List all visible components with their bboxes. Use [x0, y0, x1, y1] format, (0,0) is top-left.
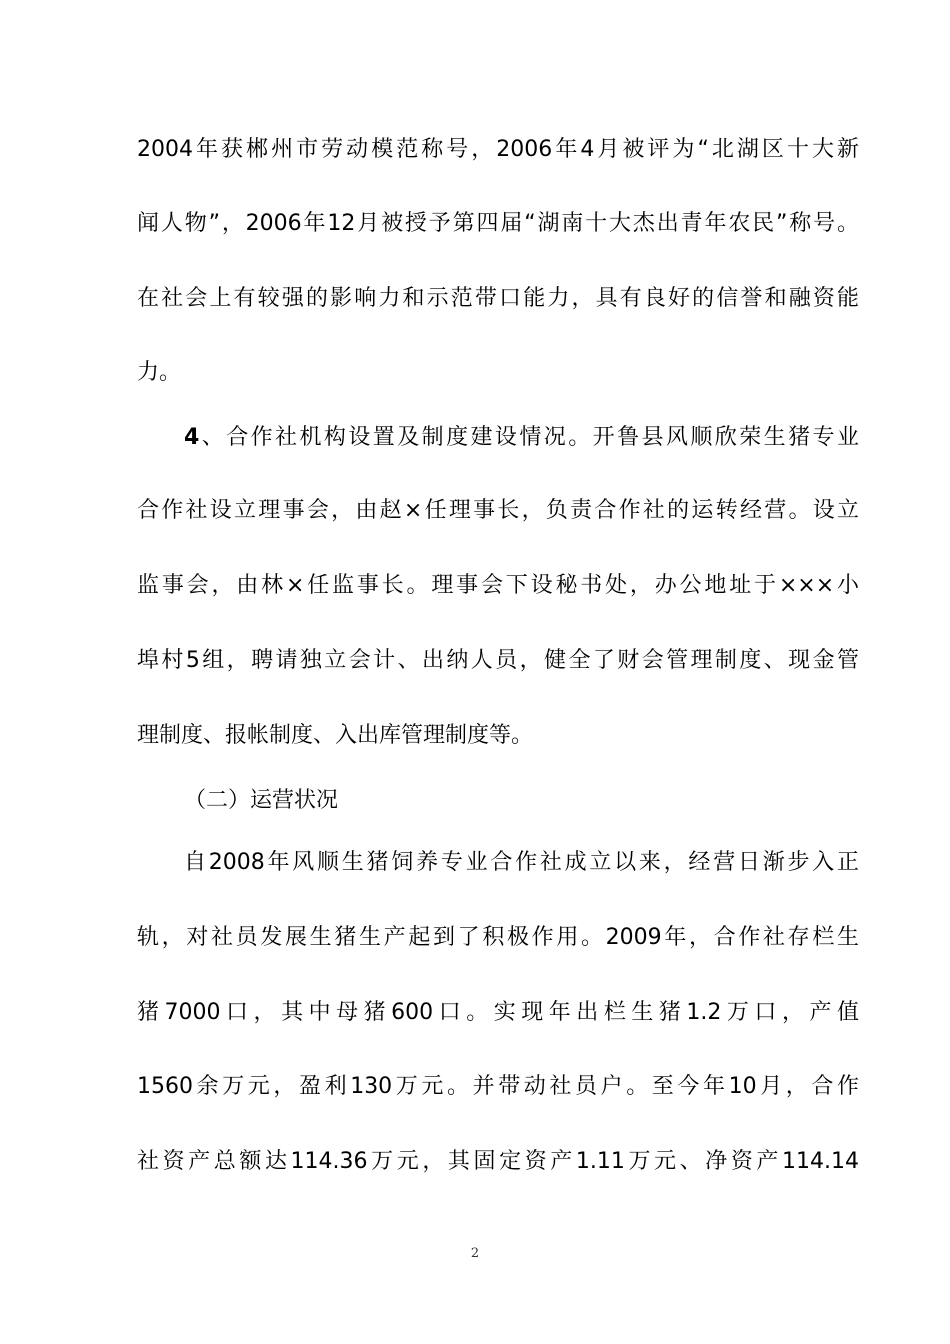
item-number: 4: [184, 425, 200, 450]
text-line-4: 力。: [137, 360, 182, 385]
text-line-11: 自2008年风顺生猪饲养专业合作社成立以来，经营日渐步入正: [184, 850, 859, 875]
text-line-9: 理制度、报帐制度、入出库管理制度等。: [137, 723, 534, 748]
text-line-8: 埠村5组，聘请独立会计、出纳人员，健全了财会管理制度、现金管: [137, 648, 859, 673]
text-line-2: 闻人物”，2006年12月被授予第四届“湖南十大杰出青年农民”称号。: [137, 211, 859, 236]
text-line-7: 监事会，由林×任监事长。理事会下设秘书处，办公地址于×××小: [137, 573, 859, 598]
text-line-15: 社资产总额达114.36万元，其固定资产1.11万元、净资产114.14: [137, 1149, 859, 1174]
section-heading: （二）运营状况: [184, 788, 339, 813]
text-line-13: 猪7000口，其中母猪600口。实现年出栏生猪1.2万口，产值: [137, 1000, 859, 1025]
text-line-12: 轨，对社员发展生猪生产起到了积极作用。2009年，合作社存栏生: [137, 925, 859, 950]
text-line-3: 在社会上有较强的影响力和示范带口能力，具有良好的信誉和融资能: [137, 286, 859, 311]
text-line-14: 1560余万元，盈利130万元。并带动社员户。至今年10月，合作: [137, 1074, 859, 1099]
text-line-1: 2004年获郴州市劳动模范称号，2006年4月被评为“北湖区十大新: [137, 137, 859, 162]
item-separator: 、: [199, 425, 227, 450]
section-4-first-line: [184, 418, 859, 458]
page-number: 2: [470, 1246, 480, 1261]
text-line-6: 合作社设立理事会，由赵×任理事长，负责合作社的运转经营。设立: [137, 498, 859, 523]
text-line-5: 合作社机构设置及制度建设情况。开鲁县风顺欣荣生猪专业: [226, 425, 859, 450]
